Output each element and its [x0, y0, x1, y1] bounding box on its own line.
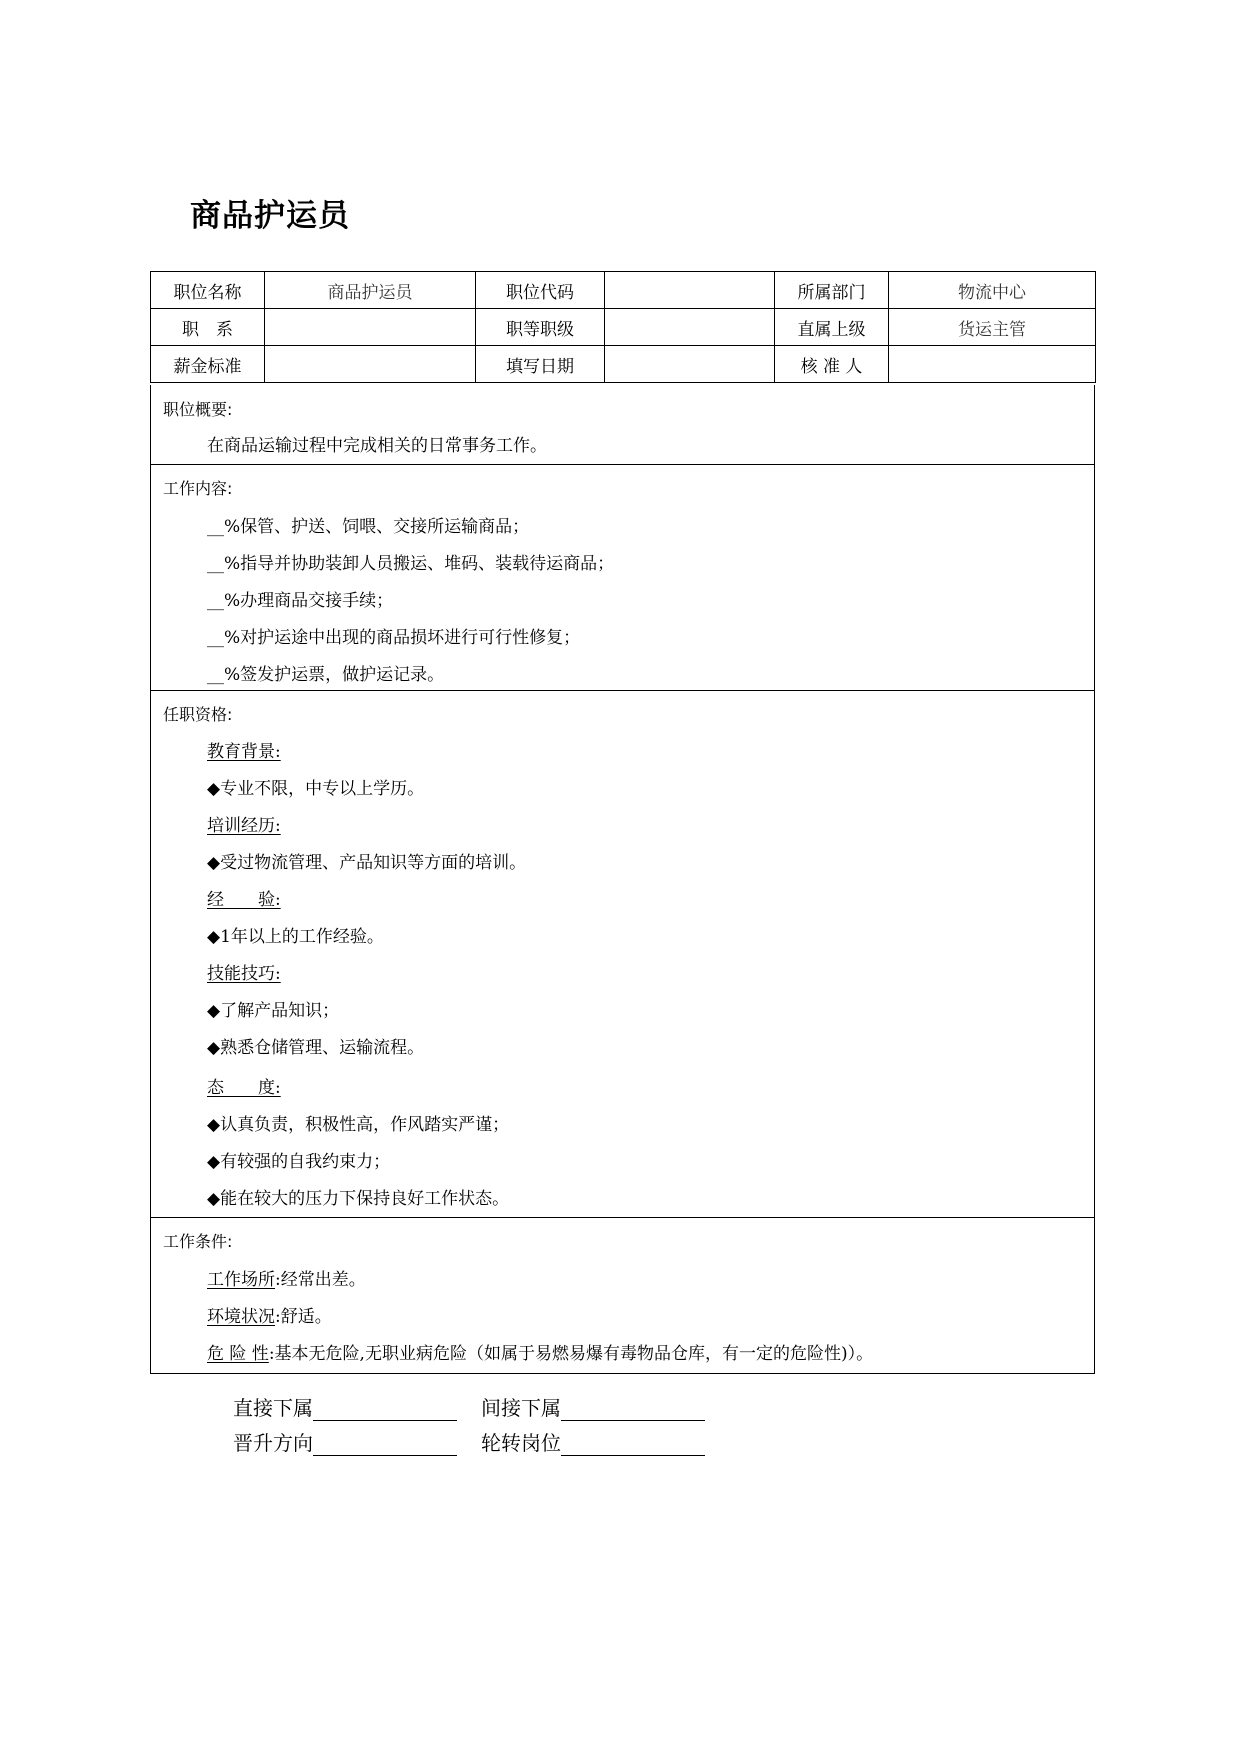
list-item: ◆熟悉仓储管理、运输流程。	[207, 1038, 425, 1058]
risk-label: 危 险 性	[207, 1344, 269, 1364]
page-title: 商品护运员	[190, 198, 350, 234]
qualifications-section	[150, 690, 1095, 1218]
indirect-subordinate-blank[interactable]	[561, 1400, 705, 1421]
table-row	[151, 309, 1096, 346]
position-code-value	[605, 272, 775, 309]
list-item: ◆了解产品知识；	[207, 1001, 340, 1021]
position-name-value: 商品护运员	[265, 272, 476, 309]
list-item: ◆有较强的自我约束力；	[207, 1152, 391, 1172]
table-row	[151, 346, 1096, 383]
rotation-label: 轮转岗位	[481, 1431, 561, 1455]
list-item: __%指导并协助装卸人员搬运、堆码、装载待运商品；	[207, 554, 615, 574]
summary-heading: 职位概要:	[163, 400, 233, 419]
list-item: __%对护运途中出现的商品损坏进行可行性修复；	[207, 628, 581, 648]
training-text: ◆受过物流管理、产品知识等方面的培训。	[207, 853, 527, 873]
qualifications-heading: 任职资格:	[163, 705, 233, 724]
conditions-heading: 工作条件:	[163, 1232, 233, 1251]
environment-value: :舒适。	[275, 1307, 332, 1327]
risk-line	[207, 1339, 873, 1364]
list-item: ◆能在较大的压力下保持良好工作状态。	[207, 1189, 510, 1209]
direct-subordinate-label: 直接下属	[233, 1396, 313, 1420]
summary-section	[150, 385, 1095, 465]
duties-heading: 工作内容:	[163, 479, 233, 498]
salary-value	[265, 346, 476, 383]
position-info-table	[150, 271, 1096, 383]
training-label: 培训经历:	[207, 816, 281, 836]
supervisor-value: 货运主管	[889, 309, 1096, 346]
risk-value: :基本无危险,无职业病危险（如属于易燃易爆有毒物品仓库，有一定的危险性)）。	[268, 1344, 874, 1364]
fill-date-label: 填写日期	[476, 346, 605, 383]
approver-value	[889, 346, 1096, 383]
environment-line	[207, 1302, 332, 1327]
grade-label: 职等职级	[476, 309, 605, 346]
indirect-subordinate-field	[481, 1392, 705, 1421]
list-item: ◆认真负责，积极性高，作风踏实严谨；	[207, 1115, 510, 1135]
job-family-value	[265, 309, 476, 346]
work-place-line	[207, 1265, 366, 1290]
promotion-field	[233, 1427, 457, 1456]
rotation-field	[481, 1427, 705, 1456]
environment-label: 环境状况	[207, 1307, 275, 1327]
promotion-blank[interactable]	[313, 1435, 457, 1456]
position-code-label: 职位代码	[476, 272, 605, 309]
list-item: __%保管、护送、饲喂、交接所运输商品；	[207, 517, 530, 537]
table-row	[151, 272, 1096, 309]
position-name-label: 职位名称	[151, 272, 265, 309]
work-place-label: 工作场所	[207, 1270, 275, 1290]
list-item: __%签发护运票，做护运记录。	[207, 665, 445, 685]
department-value: 物流中心	[889, 272, 1096, 309]
department-label: 所属部门	[775, 272, 889, 309]
skills-label: 技能技巧:	[207, 964, 281, 984]
job-family-label: 职 系	[151, 309, 265, 346]
summary-text: 在商品运输过程中完成相关的日常事务工作。	[207, 436, 547, 456]
experience-text: ◆1年以上的工作经验。	[207, 927, 384, 947]
education-label: 教育背景:	[207, 742, 281, 762]
salary-label: 薪金标准	[151, 346, 265, 383]
grade-value	[605, 309, 775, 346]
attitude-label: 态 度:	[207, 1078, 281, 1098]
rotation-blank[interactable]	[561, 1435, 705, 1456]
duties-section	[150, 464, 1095, 691]
promotion-label: 晋升方向	[233, 1431, 313, 1455]
fill-date-value	[605, 346, 775, 383]
direct-subordinate-blank[interactable]	[313, 1400, 457, 1421]
education-text: ◆专业不限，中专以上学历。	[207, 779, 425, 799]
work-place-value: :经常出差。	[275, 1270, 366, 1290]
direct-subordinate-field	[233, 1392, 457, 1421]
indirect-subordinate-label: 间接下属	[481, 1396, 561, 1420]
approver-label: 核 准 人	[775, 346, 889, 383]
experience-label: 经 验:	[207, 890, 281, 910]
supervisor-label: 直属上级	[775, 309, 889, 346]
conditions-section	[150, 1217, 1095, 1374]
list-item: __%办理商品交接手续；	[207, 591, 394, 611]
